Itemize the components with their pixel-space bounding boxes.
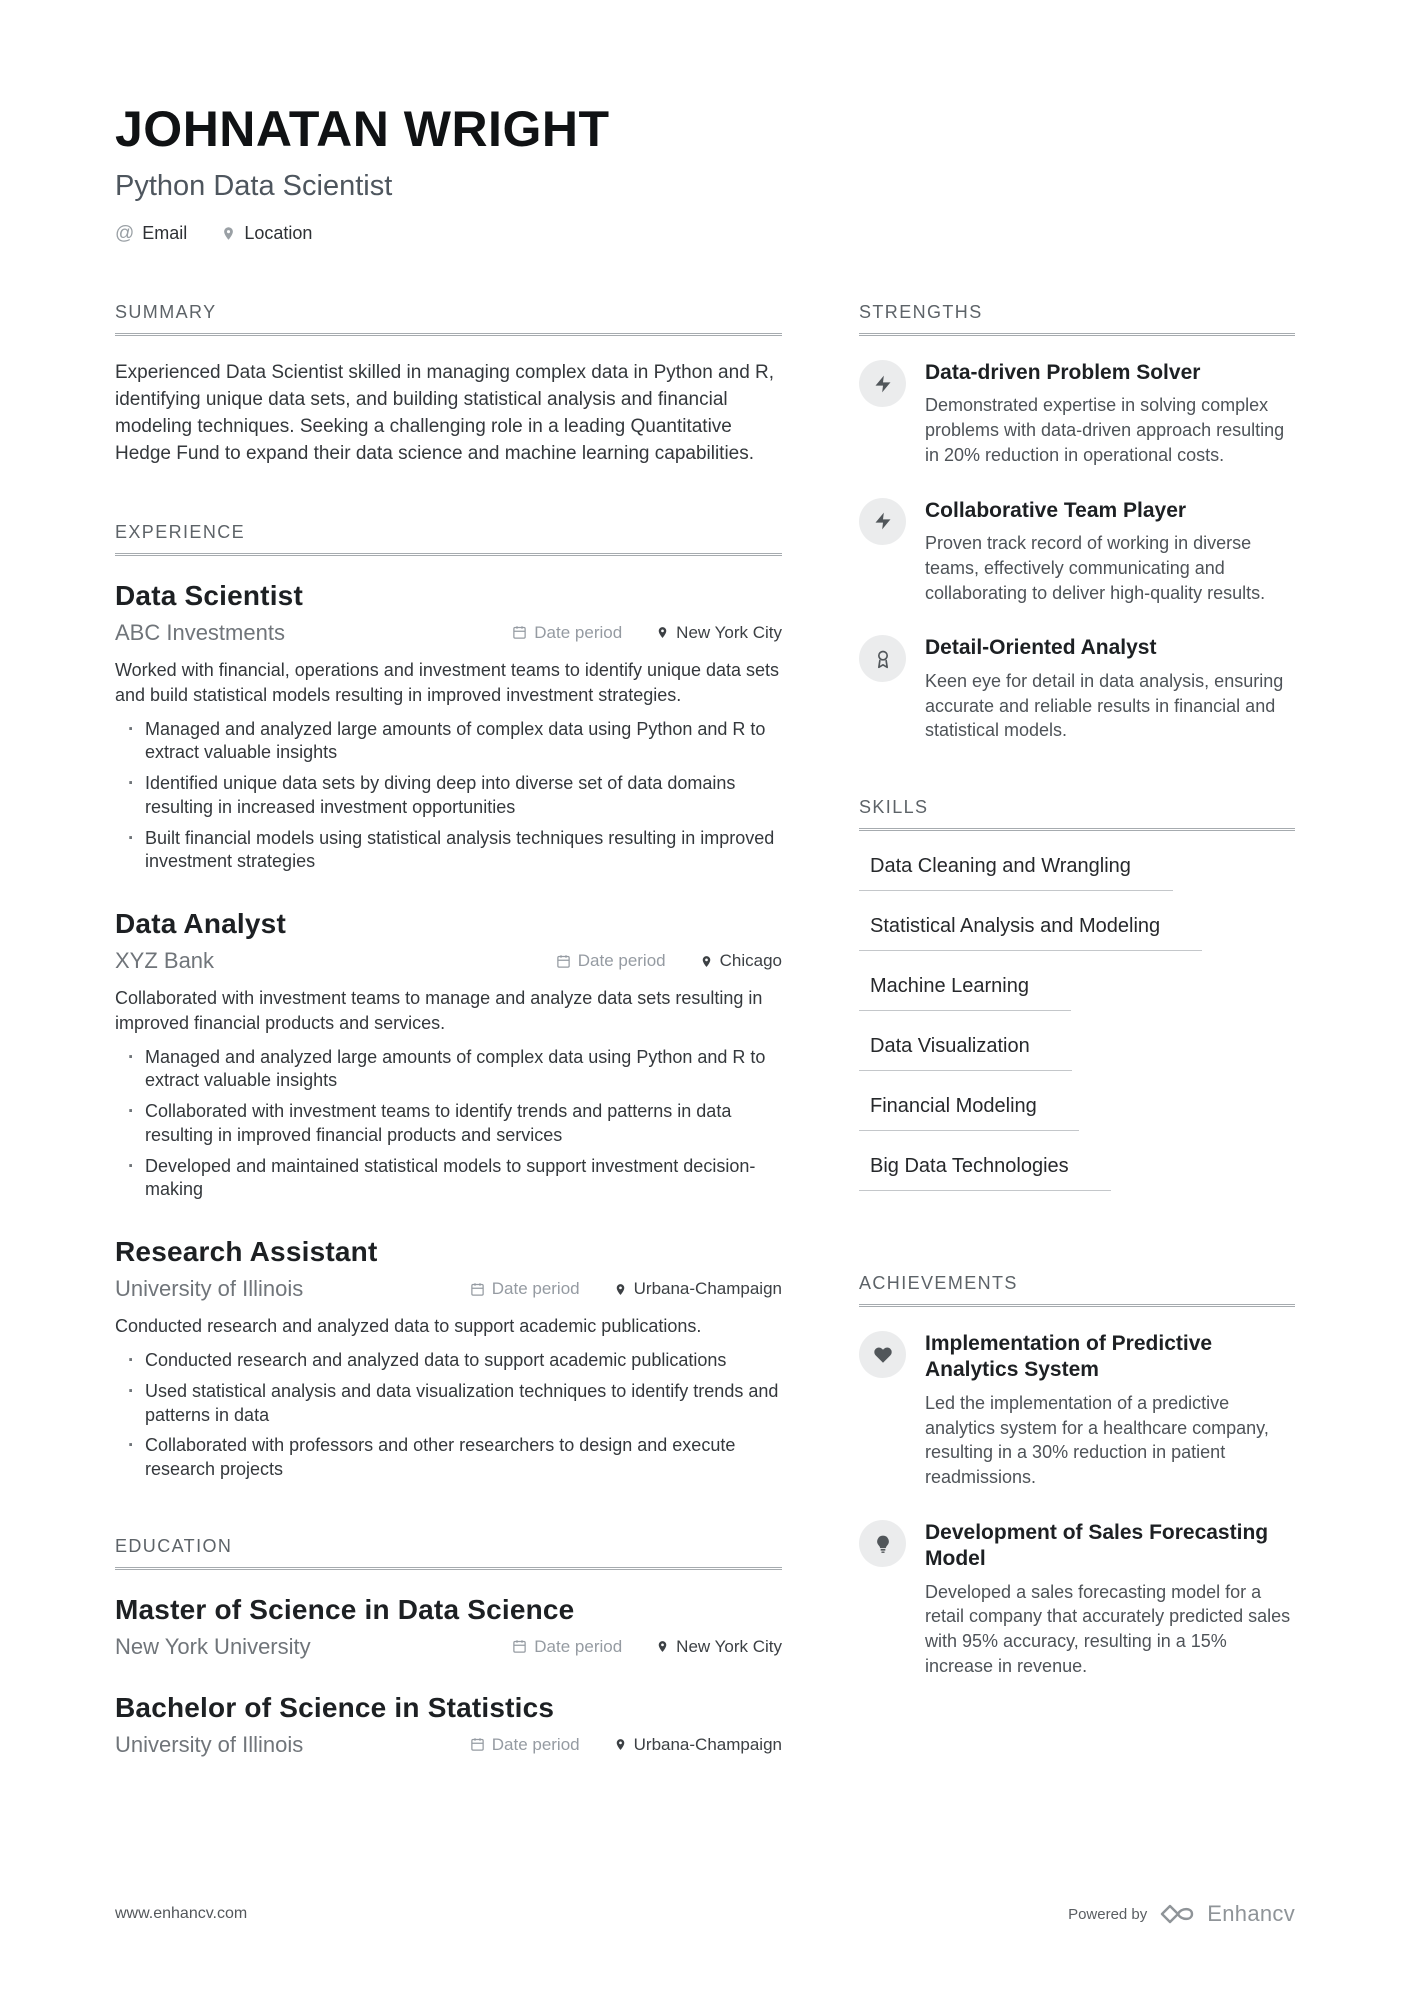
strength-item	[859, 635, 1295, 743]
calendar-icon	[470, 1737, 485, 1752]
bolt-icon	[859, 498, 906, 545]
achievements-heading: ACHIEVEMENTS	[859, 1273, 1295, 1307]
calendar-icon	[512, 625, 527, 640]
contact-location	[221, 223, 312, 244]
location-pin-icon	[614, 1282, 627, 1297]
degree-location	[614, 1735, 782, 1755]
contact-location-label: Location	[244, 223, 313, 243]
heart-icon	[859, 1331, 906, 1378]
brand-name: Enhancv	[1207, 1901, 1295, 1926]
job-title: Data Scientist	[115, 579, 303, 611]
at-icon: @	[115, 223, 135, 244]
enhancv-logo-icon	[1159, 1903, 1195, 1925]
skill-item: Data Cleaning and Wrangling	[859, 855, 1173, 891]
degree-title: Master of Science in Data Science	[115, 1593, 575, 1625]
skills-heading: SKILLS	[859, 797, 1295, 831]
bullet-item: · Managed and analyzed large amounts of complex data using Python and R to extract valuable insights	[115, 718, 782, 766]
bolt-icon	[859, 360, 906, 407]
degree-title: Bachelor of Science in Statistics	[115, 1691, 555, 1723]
bullet-item: · Built financial models using statistical analysis techniques resulting in improved investment strategies	[115, 827, 782, 875]
powered-by-label: Powered by	[1068, 1905, 1148, 1923]
person-name: JOHNATAN WRIGHT	[115, 101, 610, 157]
experience-entry	[115, 908, 782, 1202]
achievement-text: Led the implementation of a predictive analytics system for a healthcare company, resulting in a 30% reduction in patient readmissions.	[925, 1392, 1269, 1488]
job-location	[656, 623, 782, 643]
job-company: University of Illinois	[115, 1276, 304, 1302]
skill-item: Machine Learning	[859, 975, 1071, 1011]
skill-item: Statistical Analysis and Modeling	[859, 915, 1202, 951]
achievement-text: Developed a sales forecasting model for a retail company that accurately predicted sales with 95% accuracy, resulting in a 15% increase in revenue.	[925, 1581, 1291, 1676]
experience-heading: EXPERIENCE	[115, 522, 782, 556]
achievement-title: Development of Sales Forecasting Model	[925, 1521, 1269, 1571]
education-heading: EDUCATION	[115, 1536, 782, 1570]
calendar-icon	[470, 1282, 485, 1297]
page-footer	[115, 1901, 1295, 1927]
location-pin-icon	[700, 954, 713, 969]
location-pin-icon	[614, 1737, 627, 1752]
resume-columns	[115, 302, 1295, 1812]
degree-location	[656, 1637, 782, 1657]
job-title: Research Assistant	[115, 1236, 378, 1268]
experience-section	[115, 522, 782, 1482]
job-date-label: Date period	[577, 951, 666, 971]
resume-header	[115, 100, 1295, 244]
experience-entry	[115, 580, 782, 874]
job-meta-row	[115, 620, 782, 646]
bullet-item: · Conducted research and analyzed data to support academic publications	[115, 1349, 782, 1373]
job-location	[700, 951, 782, 971]
job-description: Worked with financial, operations and investment teams to identify unique data sets and build statistical models resulting in improved investment strategies.	[115, 659, 780, 705]
job-bullet-list	[115, 718, 782, 875]
degree-date-label: Date period	[534, 1636, 623, 1656]
education-entry	[115, 1594, 782, 1660]
education-entry	[115, 1692, 782, 1758]
strength-body	[925, 360, 1295, 468]
achievement-title: Implementation of Predictive Analytics System	[925, 1332, 1213, 1382]
degree-school: University of Illinois	[115, 1731, 304, 1757]
strength-body	[925, 498, 1295, 606]
job-company: XYZ Bank	[115, 948, 215, 974]
skill-item: Data Visualization	[859, 1035, 1072, 1071]
contact-row	[115, 223, 1295, 244]
bullet-item: · Identified unique data sets by diving deep into diverse set of data domains resulting in increased investment opportunities	[115, 772, 782, 820]
job-location-label: Urbana-Champaign	[633, 1279, 782, 1299]
degree-date	[470, 1735, 580, 1755]
job-location	[614, 1279, 782, 1299]
strength-text: Proven track record of working in diverse teams, effectively communicating and collaborating to deliver high-quality results.	[925, 532, 1266, 603]
strengths-heading: STRENGTHS	[859, 302, 1295, 336]
strength-item	[859, 360, 1295, 468]
strength-title: Detail-Oriented Analyst	[925, 636, 1157, 660]
contact-email	[115, 223, 187, 244]
strength-text: Keen eye for detail in data analysis, ensuring accurate and reliable results in financial and statistical models.	[925, 670, 1284, 741]
location-pin-icon	[656, 625, 669, 640]
skills-section	[859, 797, 1295, 1191]
main-column	[115, 302, 782, 1812]
strength-title: Data-driven Problem Solver	[925, 361, 1201, 384]
degree-meta-row	[115, 1634, 782, 1660]
job-title: Data Analyst	[115, 908, 286, 940]
footer-website: www.enhancv.com	[115, 1905, 248, 1922]
job-date-label: Date period	[534, 622, 623, 642]
job-company: ABC Investments	[115, 619, 285, 645]
skill-item: Financial Modeling	[859, 1095, 1079, 1131]
education-section	[115, 1536, 782, 1758]
strength-body	[925, 635, 1295, 743]
bullet-item: · Collaborated with investment teams to identify trends and patterns in data resulting in improved financial products and services	[115, 1100, 782, 1148]
calendar-icon	[556, 954, 571, 969]
location-pin-icon	[656, 1639, 669, 1654]
powered-by	[1068, 1901, 1295, 1927]
lightbulb-icon	[859, 1520, 906, 1567]
experience-entry	[115, 1236, 782, 1482]
degree-location-label: New York City	[676, 1636, 782, 1656]
location-pin-icon	[221, 225, 236, 242]
bullet-item: · Used statistical analysis and data visualization techniques to identify trends and patterns in data	[115, 1380, 782, 1428]
medal-icon	[859, 635, 906, 682]
degree-date-label: Date period	[491, 1734, 580, 1754]
summary-text: Experienced Data Scientist skilled in managing complex data in Python and R, identifying unique data sets, and building statistical analysis and financial modeling techniques. Seeking a challenging role in a leading Quantitative Hedge Fund to expand their data science and machine learning capabilities.	[115, 362, 775, 464]
job-date-label: Date period	[491, 1279, 580, 1299]
degree-location-label: Urbana-Champaign	[633, 1734, 782, 1754]
achievement-body	[925, 1331, 1295, 1490]
strength-item	[859, 498, 1295, 606]
achievement-item	[859, 1520, 1295, 1679]
job-date	[556, 951, 666, 971]
achievements-section	[859, 1273, 1295, 1679]
bullet-item: · Collaborated with professors and other researchers to design and execute research projects	[115, 1434, 782, 1482]
side-column	[859, 302, 1295, 1812]
job-description: Conducted research and analyzed data to support academic publications.	[115, 1316, 702, 1337]
degree-date	[512, 1637, 622, 1657]
job-bullet-list	[115, 1046, 782, 1203]
summary-section	[115, 302, 782, 468]
job-location-label: Chicago	[719, 951, 782, 971]
strengths-section	[859, 302, 1295, 743]
job-meta-row	[115, 1276, 782, 1302]
job-location-label: New York City	[676, 622, 782, 642]
job-description: Collaborated with investment teams to manage and analyze data sets resulting in improved financial products and services.	[115, 988, 763, 1033]
degree-school: New York University	[115, 1633, 311, 1659]
job-bullet-list	[115, 1349, 782, 1482]
person-job-title: Python Data Scientist	[115, 170, 393, 202]
bullet-item: · Developed and maintained statistical models to support investment decision-making	[115, 1155, 782, 1203]
strength-text: Demonstrated expertise in solving complex problems with data-driven approach resulting in 20% reduction in operational costs.	[925, 395, 1285, 465]
bullet-item: · Managed and analyzed large amounts of complex data using Python and R to extract valuable insights	[115, 1046, 782, 1094]
achievement-item	[859, 1331, 1295, 1490]
contact-email-label: Email	[142, 223, 188, 243]
strength-title: Collaborative Team Player	[925, 498, 1187, 522]
job-date	[512, 623, 622, 643]
achievement-body	[925, 1520, 1295, 1679]
calendar-icon	[512, 1639, 527, 1654]
degree-meta-row	[115, 1732, 782, 1758]
job-meta-row	[115, 948, 782, 974]
job-date	[470, 1279, 580, 1299]
summary-heading: SUMMARY	[115, 302, 782, 336]
skill-item: Big Data Technologies	[859, 1155, 1111, 1191]
